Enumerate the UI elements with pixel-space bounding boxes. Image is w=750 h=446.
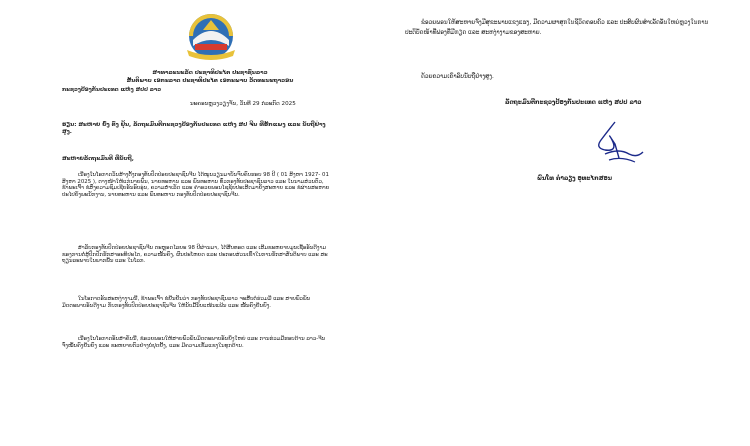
letter-page-right [395, 0, 725, 446]
regards-line: ດ້ວຍຄວາມເຄົາລົບນັບຖືຢ່າງສູງ. [421, 74, 494, 80]
header-motto-line: ສັນຕິພາບ ເອກະລາດ ປະຊາທິປະໄຕ ເອກະພາບ ວັດທະນະຖາວອນ [126, 78, 294, 84]
body-paragraph: ໃນໂອກາດອັນສະຫງ່າງາມນີ້, ຂ້າພະເຈົ້າ ຂໍຢືນຢັນວ່າ ກອງທັບປະຊາຊົນລາວ ຈະສືບຕໍ່ຮ່ວມມື ແລະ ສາຍພົວພັນມິດຕະພາບອັນດີງາມ ກັບກອງທັບປົດປ່ອຍປະຊາຊົນຈີນ ໃຫ້ນັບມື້ນັບແໜ້ນແຟ້ນ ແລະ ໝັ້ນຄົງຍືນຍົງ. [62, 296, 311, 309]
header-country-line: ສາທາລະນະລັດ ປະຊາທິປະໄຕ ປະຊາຊົນລາວ [152, 70, 268, 76]
date-line: ນະຄອນຫຼວງວຽງຈັນ, ວັນທີ 29 ກໍລະກົດ 2025 [190, 101, 296, 107]
recipient-line: ຮຽນ: ສະຫາຍ ຍົ່ງ ຕົງ ຢຸ້ນ, ລັດຖະມົນຕີກະຊວງປ້ອງກັນປະເທດ ແຫ່ງ ສປ ຈີນ ທີ່ຮັກແພງ ແລະ ນັບຖືຢ່າງສູງ. [62, 122, 326, 135]
letter-page-left [50, 0, 370, 446]
closing-paragraph: ຂໍອວຍພອນໃຫ້ສະຫາຍຈົ່ງມີສຸຂະພາບແຂງແຮງ, ມີຄວາມຜາສຸກໃນຊີວິດຄອບຄົວ ແລະ ປະສົບຜົນສຳເລັດອັນໃຫຍ່ຫຼວງໃນການປະຕິບັດໜ້າທີ່ຟອງທີ່ມີກຽດ ແລະ ສະຫງ່າງາມຂອງສະຫາຍ. [405, 20, 709, 36]
body-paragraph: ເນື່ອງໃນໂອກາດອັນສຳຄັນນີ້, ຂໍອວຍພອນໃຫ້ສາຍພົວພັນມິດຕະພາບອັນຍິ່ງໃຫຍ່ ແລະ ການຮ່ວມມືຮອບດ້ານ ລາວ-ຈີນ ຈົ່ງໝັ້ນຄົງຍືນຍົງ ແລະ ຂະຫຍາຍຕົວຢ່າງບໍ່ຢຸດຢັ້ງ, ແລະ ມີຄວາມເຂັ້ມແຂງໃນທຸກດ້ານ. [62, 336, 326, 349]
ministry-name: ກະຊວງປ້ອງກັນປະເທດ ແຫ່ງ ສປປ ລາວ [62, 87, 162, 93]
body-paragraph: ສຳລັບກອງທັບປົດປ່ອຍປະຊາຊົນຈີນ ຕະຫຼອດໄລຍະ 98 ປີຜ່ານມາ, ໄດ້ສືບທອດ ແລະ ເສີມຂະຫຍາຍມູນເຊື້ອອັນດີງາມ ຂອງການຕໍ່ສູ້ປົກປັກຮັກສາອະທິປະໄຕ, ຄວາມໝັ້ນຄົງ, ຜົນປະໂຫຍດ ແລະ ປະກອບສ່ວນເຂົ້າໃນການຮັກສາສັນຕິພາບ ແລະ ສະຖຽນລະພາບໃນພາກພື້ນ ແລະ ໃນໂລກ. [62, 245, 328, 265]
signatory-title: ລັດຖະມົນຕີກະຊວງປ້ອງກັນປະເທດ ແຫ່ງ ສປປ ລາວ [505, 100, 642, 106]
lao-national-emblem-icon [183, 10, 239, 62]
handwritten-signature-icon [585, 118, 645, 170]
body-paragraph: ເນື່ອງໃນໂອກາດວັນສ້າງຕັ້ງກອງທັບປົດປ່ອຍປະຊາຊົນຈີນ ໄດ້ໝູນວຽນມາບັນຈົບຄົບຮອບ 98 ປີ ( 01 ສິງຫາ 1927- 01 ສິງຫາ 2025 ), ຕາງໜ້າໃຫ້ແກ່ນາຍພົນ, ນາຍທະຫານ ແລະ ພົນທະຫານ ທົ່ວກອງທັບປະຊາຊົນລາວ ແລະ ໃນນາມສ່ວນຕົວ, ຂ້າພະເຈົ້າ ຂໍສົ່ງຄວາມຊົມເຊີຍອັນອົບອຸ່ນ, ຄວາມສຳເລັດ ແລະ ຄຳອວຍພອນໄຊຊັຍປະເສີດມາຍັງສະຫາຍ ແລະ ຂໍຜ່ານສະຫາຍປະໄປຍັງພະນັກງານ, ນາຍທະຫານ ແລະ ພົນທະຫານ ກອງທັບປົດປ່ອຍປະຊາຊົນຈີນ. [62, 172, 330, 198]
salutation: ສະຫາຍລັດຖະມົນຕີ ທີ່ນັບຖື, [62, 156, 134, 162]
signatory-name: ພົນໂທ ຄຳລຽງ ອຸທະໄກສອນ [537, 176, 612, 182]
